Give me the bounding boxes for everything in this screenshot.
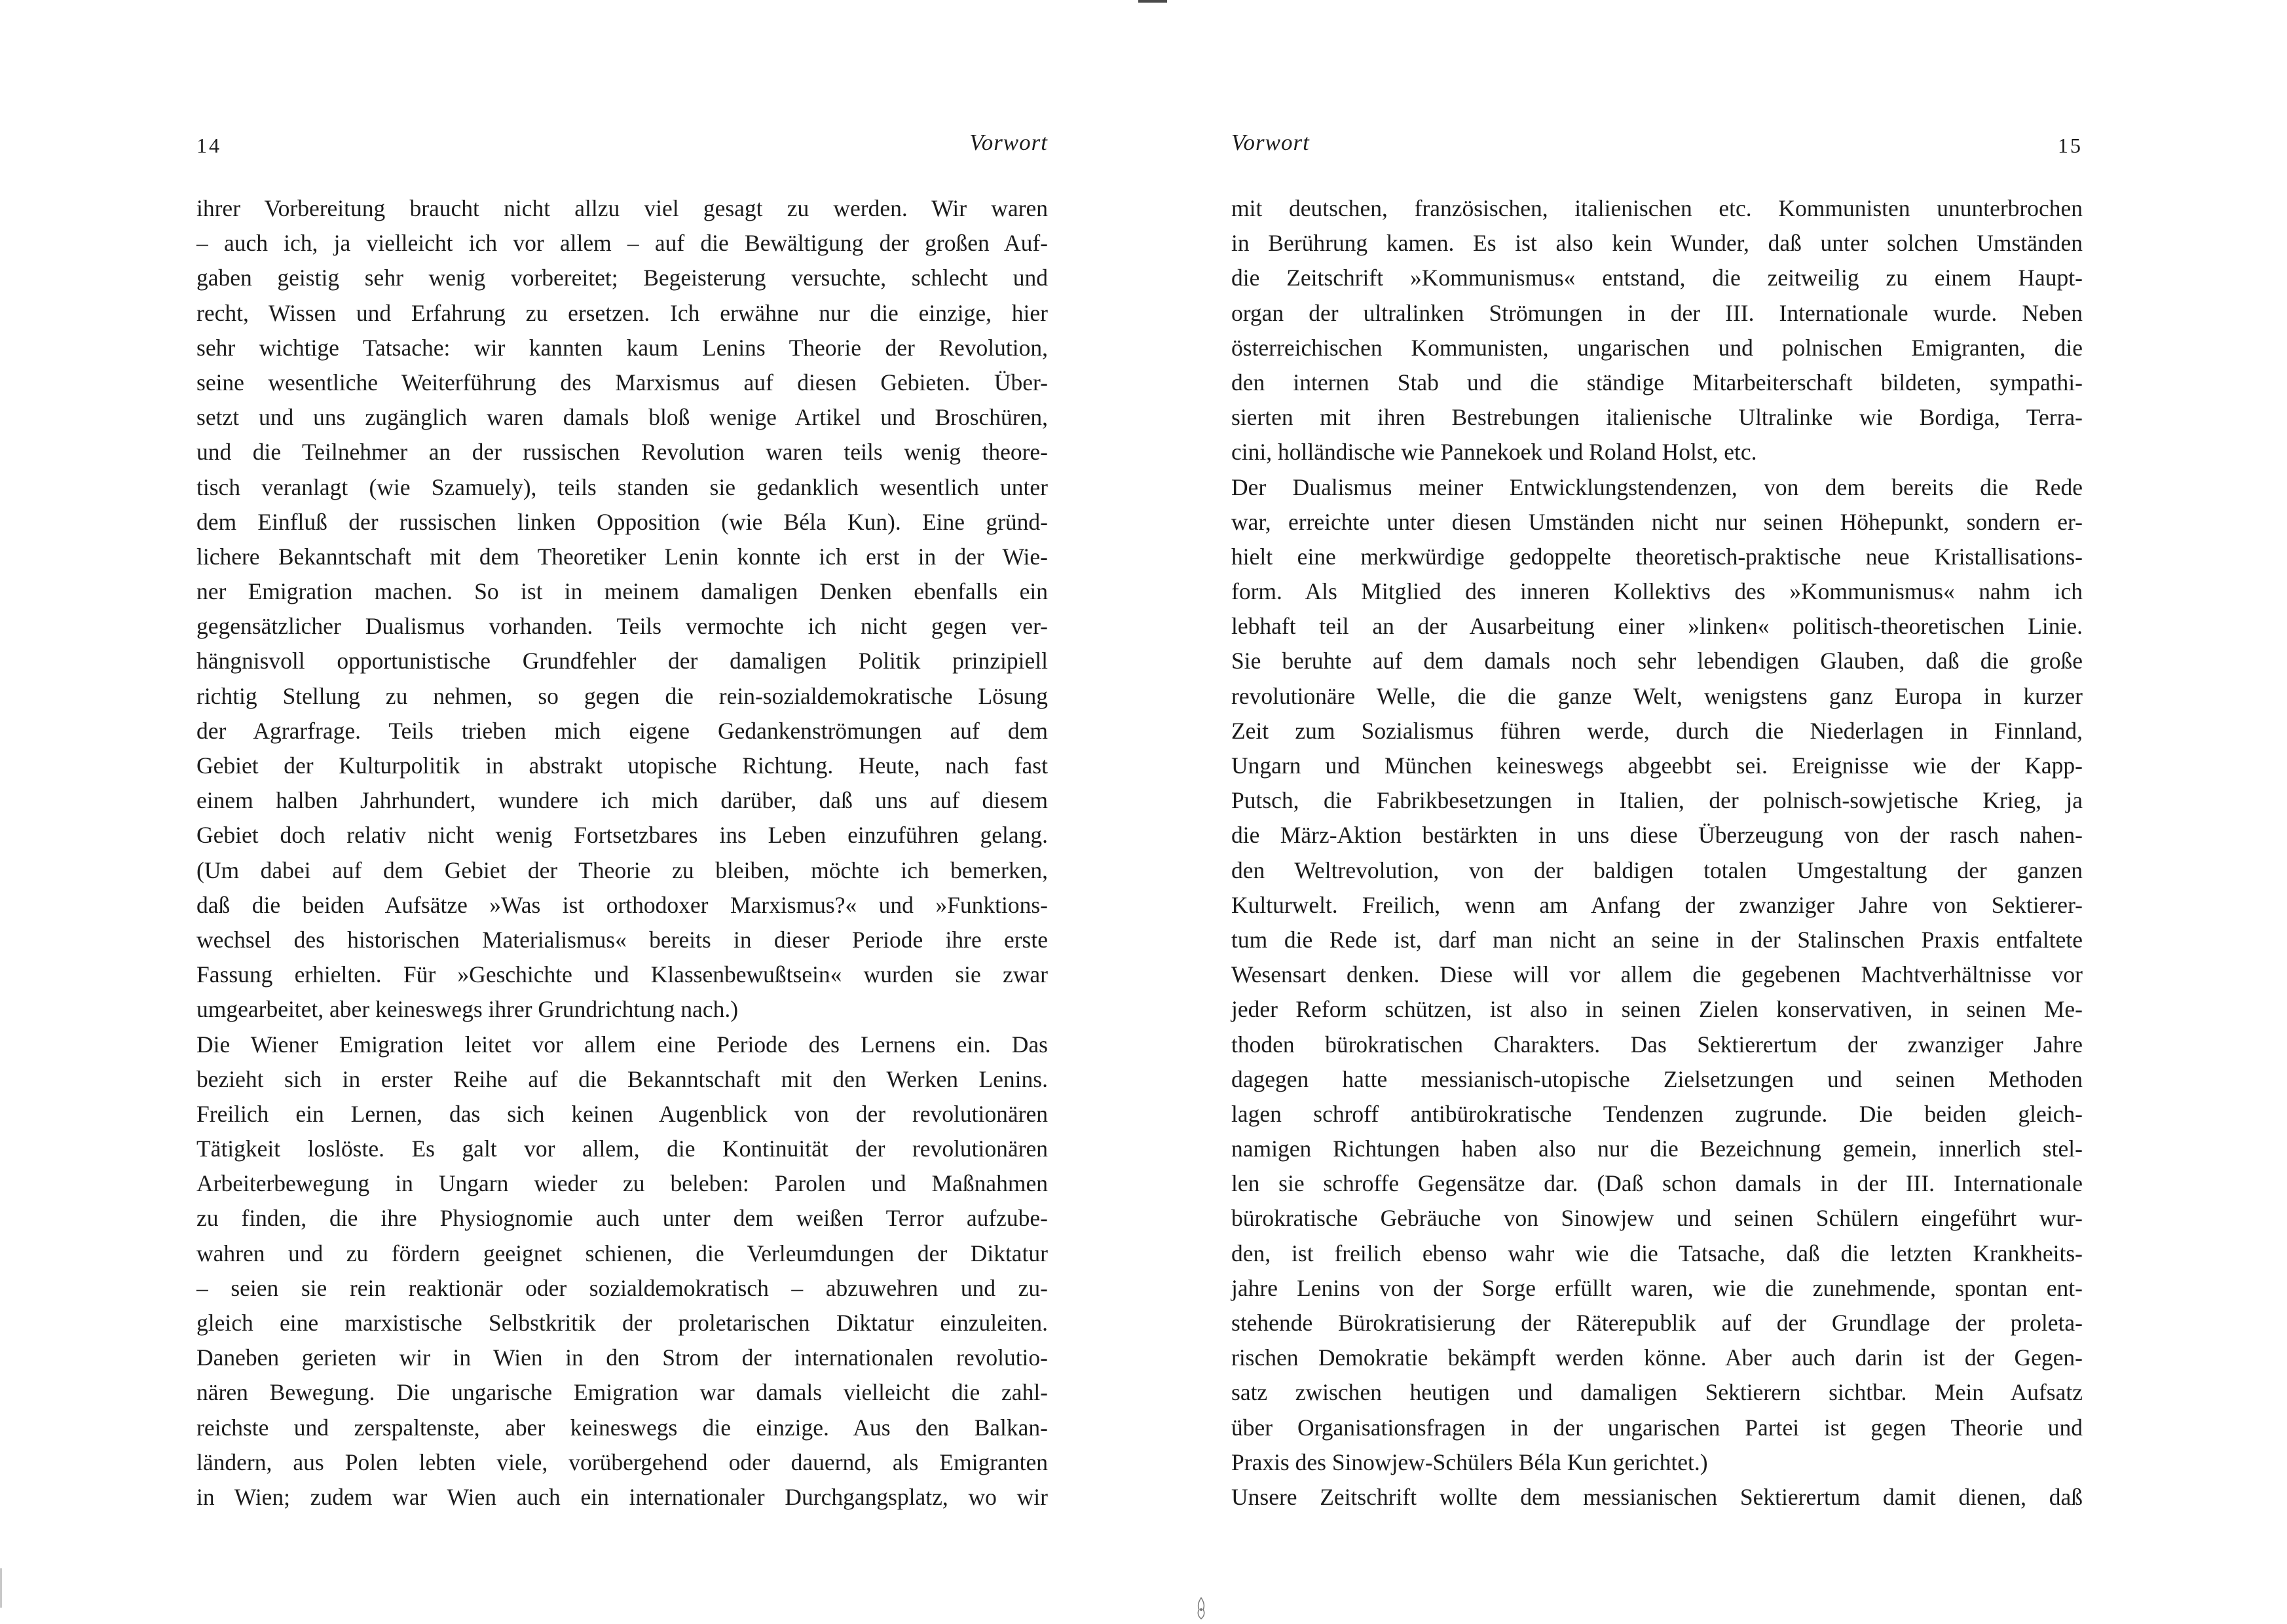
text-line: namigen Richtungen haben also nur die Bezeichnung gemein, innerlich stel- — [1231, 1135, 2083, 1162]
text-line: stehende Bürokratisierung der Räterepublik auf der Grundlage der proleta- — [1231, 1310, 2083, 1336]
text-line: – auch ich, ja vielleicht ich vor allem – auf die Bewältigung der großen Auf- — [196, 230, 1048, 257]
text-line: jahre Lenins von der Sorge erfüllt waren, wie die zunehmende, spontan ent- — [1231, 1274, 2083, 1301]
text-line: lichere Bekanntschaft mit dem Theoretiker Lenin konnte ich erst in der Wie- — [196, 543, 1048, 570]
top-edge-mark — [1138, 0, 1167, 3]
text-line: zu finden, die ihre Physiognomie auch unter dem weißen Terror aufzube- — [196, 1205, 1048, 1232]
text-line: Tätigkeit loslöste. Es galt vor allem, die Kontinuität der revolutionären — [196, 1135, 1048, 1162]
text-line: Der Dualismus meiner Entwicklungstendenzen, von dem bereits die Rede — [1231, 473, 2083, 500]
text-line: ihrer Vorbereitung braucht nicht allzu viel gesagt zu werden. Wir waren — [196, 195, 1048, 221]
text-line: thoden bürokratischen Charakters. Das Sektierertum der zwanziger Jahre — [1231, 1031, 2083, 1058]
right-page-number: 15 — [2058, 134, 2083, 157]
text-line: hielt eine merkwürdige gedoppelte theoretisch-praktische neue Kristallisations- — [1231, 543, 2083, 570]
text-line: Praxis des Sinowjew-Schülers Béla Kun gerichtet.) — [1231, 1449, 1708, 1475]
text-line: gaben geistig sehr wenig vorbereitet; Begeisterung versuchte, schlecht und — [196, 265, 1048, 291]
text-line: nären Bewegung. Die ungarische Emigration war damals vielleicht die zahl- — [196, 1379, 1048, 1406]
text-line: dagegen hatte messianisch-utopische Zielsetzungen und seinen Methoden — [1231, 1065, 2083, 1092]
left-running-title: Vorwort — [969, 130, 1048, 155]
text-line: den, ist freilich ebenso wahr wie die Tatsache, daß die letzten Krankheits- — [1231, 1240, 2083, 1266]
text-line: ner Emigration machen. So ist in meinem damaligen Denken ebenfalls ein — [196, 578, 1048, 605]
left-page — [196, 0, 1048, 1624]
text-line: den Weltrevolution, von der baldigen totalen Umgestaltung der ganzen — [1231, 857, 2083, 883]
text-line: richtig Stellung zu nehmen, so gegen die rein-sozialdemokratische Lösung — [196, 682, 1048, 709]
text-line: Arbeiterbewegung in Ungarn wieder zu beleben: Parolen und Maßnahmen — [196, 1170, 1048, 1197]
text-line: wahren und zu fördern geeignet schienen, die Verleumdungen der Diktatur — [196, 1240, 1048, 1266]
text-line: organ der ultralinken Strömungen in der III. Internationale wurde. Neben — [1231, 299, 2083, 326]
text-line: setzt und uns zugänglich waren damals bloß wenige Artikel und Broschüren, — [196, 404, 1048, 431]
text-line: lagen schroff antibürokratische Tendenzen zugrunde. Die beiden gleich- — [1231, 1100, 2083, 1127]
text-line: cini, holländische wie Pannekoek und Roland Holst, etc. — [1231, 439, 1757, 466]
text-line: in Wien; zudem war Wien auch ein internationaler Durchgangsplatz, wo wir — [196, 1483, 1048, 1510]
text-line: Gebiet doch relativ nicht wenig Fortsetzbares ins Leben einzuführen gelang. — [196, 822, 1048, 849]
text-line: die März-Aktion bestärkten in uns diese Überzeugung von der rasch nahen- — [1231, 822, 2083, 849]
text-line: dem Einfluß der russischen linken Opposition (wie Béla Kun). Eine gründ- — [196, 508, 1048, 535]
text-line: sierten mit ihren Bestrebungen italienische Ultralinke wie Bordiga, Terra- — [1231, 404, 2083, 431]
text-line: tum die Rede ist, darf man nicht an seine in der Stalinschen Praxis entfaltete — [1231, 926, 2083, 953]
text-line: Unsere Zeitschrift wollte dem messianischen Sektierertum damit dienen, daß — [1231, 1483, 2083, 1510]
right-running-title: Vorwort — [1231, 130, 1310, 155]
text-line: reichste und zerspaltenste, aber keineswegs die einzige. Aus den Balkan- — [196, 1414, 1048, 1441]
text-line: gleich eine marxistische Selbstkritik der proletarischen Diktatur einzuleiten. — [196, 1310, 1048, 1336]
text-line: daß die beiden Aufsätze »Was ist orthodoxer Marxismus?« und »Funktions- — [196, 891, 1048, 918]
text-line: Kulturwelt. Freilich, wenn am Anfang der zwanziger Jahre von Sektierer- — [1231, 891, 2083, 918]
text-line: Ungarn und München keineswegs abgeebbt sei. Ereignisse wie der Kapp- — [1231, 752, 2083, 779]
text-line: bürokratische Gebräuche von Sinowjew und seinen Schülern eingeführt wur- — [1231, 1205, 2083, 1232]
text-line: (Um dabei auf dem Gebiet der Theorie zu bleiben, möchte ich bemerken, — [196, 857, 1048, 883]
text-line: den internen Stab und die ständige Mitarbeiterschaft bildeten, sympathi- — [1231, 369, 2083, 396]
text-line: Daneben gerieten wir in Wien in den Strom der internationalen revolutio- — [196, 1344, 1048, 1371]
text-line: Fassung erhielten. Für »Geschichte und Klassenbewußtsein« wurden sie zwar — [196, 961, 1048, 988]
text-line: einem halben Jahrhundert, wundere ich mich darüber, daß uns auf diesem — [196, 787, 1048, 814]
text-line: recht, Wissen und Erfahrung zu ersetzen. Ich erwähne nur die einzige, hier — [196, 299, 1048, 326]
text-line: ländern, aus Polen lebten viele, vorübergehend oder dauernd, als Emigranten — [196, 1449, 1048, 1475]
text-line: in Berührung kamen. Es ist also kein Wunder, daß unter solchen Umständen — [1231, 230, 2083, 257]
text-line: rischen Demokratie bekämpft werden könne. Aber auch darin ist der Gegen- — [1231, 1344, 2083, 1371]
text-line: der Agrarfrage. Teils trieben mich eigene Gedankenströmungen auf dem — [196, 717, 1048, 744]
text-line: revolutionäre Welle, die die ganze Welt, wenigstens ganz Europa in kurzer — [1231, 682, 2083, 709]
text-line: len sie schroffe Gegensätze dar. (Daß schon damals in der III. Internationale — [1231, 1170, 2083, 1197]
left-page-number: 14 — [196, 134, 221, 157]
text-line: mit deutschen, französischen, italienischen etc. Kommunisten ununterbrochen — [1231, 195, 2083, 221]
text-line: war, erreichte unter diesen Umständen nicht nur seinen Höhepunkt, sondern er- — [1231, 508, 2083, 535]
text-line: satz zwischen heutigen und damaligen Sektierern sichtbar. Mein Aufsatz — [1231, 1379, 2083, 1406]
text-line: form. Als Mitglied des inneren Kollektivs des »Kommunismus« nahm ich — [1231, 578, 2083, 605]
text-line: tisch veranlagt (wie Szamuely), teils standen sie gedanklich wesentlich unter — [196, 473, 1048, 500]
text-line: lebhaft teil an der Ausarbeitung einer »linken« politisch-theoretischen Linie. — [1231, 613, 2083, 640]
text-line: Sie beruhte auf dem damals noch sehr lebendigen Glauben, daß die große — [1231, 648, 2083, 674]
text-line: wechsel des historischen Materialismus« bereits in dieser Periode ihre erste — [196, 926, 1048, 953]
left-edge-mark — [0, 1568, 2, 1608]
text-line: österreichischen Kommunisten, ungarischen und polnischen Emigranten, die — [1231, 334, 2083, 361]
text-line: Wesensart denken. Diese will vor allem die gegebenen Machtverhältnisse vor — [1231, 961, 2083, 988]
text-line: Die Wiener Emigration leitet vor allem eine Periode des Lernens ein. Das — [196, 1031, 1048, 1058]
left-running-head — [196, 123, 1048, 162]
text-line: Zeit zum Sozialismus führen werde, durch die Niederlagen in Finnland, — [1231, 717, 2083, 744]
text-line: umgearbeitet, aber keineswegs ihrer Grundrichtung nach.) — [196, 996, 739, 1023]
text-line: über Organisationsfragen in der ungarischen Partei ist gegen Theorie und — [1231, 1414, 2083, 1441]
text-line: gegensätzlicher Dualismus vorhanden. Teils vermochte ich nicht gegen ver- — [196, 613, 1048, 640]
text-line: bezieht sich in erster Reihe auf die Bekanntschaft mit den Werken Lenins. — [196, 1065, 1048, 1092]
text-line: Putsch, die Fabrikbesetzungen in Italien, der polnisch-sowjetische Krieg, ja — [1231, 787, 2083, 814]
text-line: die Zeitschrift »Kommunismus« entstand, die zeitweilig zu einem Haupt- — [1231, 265, 2083, 291]
text-line: Gebiet der Kulturpolitik in abstrakt utopische Richtung. Heute, nach fast — [196, 752, 1048, 779]
right-body-text — [1231, 191, 2083, 1515]
left-body-text — [196, 191, 1048, 1515]
text-line: Freilich ein Lernen, das sich keinen Augenblick von der revolutionären — [196, 1100, 1048, 1127]
text-line: sehr wichtige Tatsache: wir kannten kaum Lenins Theorie der Revolution, — [196, 334, 1048, 361]
gutter-ornament-icon — [1193, 1596, 1209, 1620]
right-page — [1231, 0, 2083, 1624]
text-line: und die Teilnehmer an der russischen Revolution waren teils wenig theore- — [196, 439, 1048, 466]
text-line: hängnisvoll opportunistische Grundfehler der damaligen Politik prinzipiell — [196, 648, 1048, 674]
text-line: jeder Reform schützen, ist also in seinen Zielen konservativen, in seinen Me- — [1231, 996, 2083, 1023]
text-line: seine wesentliche Weiterführung des Marxismus auf diesen Gebieten. Über- — [196, 369, 1048, 396]
right-running-head — [1231, 123, 2083, 162]
text-line: – seien sie rein reaktionär oder sozialdemokratisch – abzuwehren und zu- — [196, 1274, 1048, 1301]
